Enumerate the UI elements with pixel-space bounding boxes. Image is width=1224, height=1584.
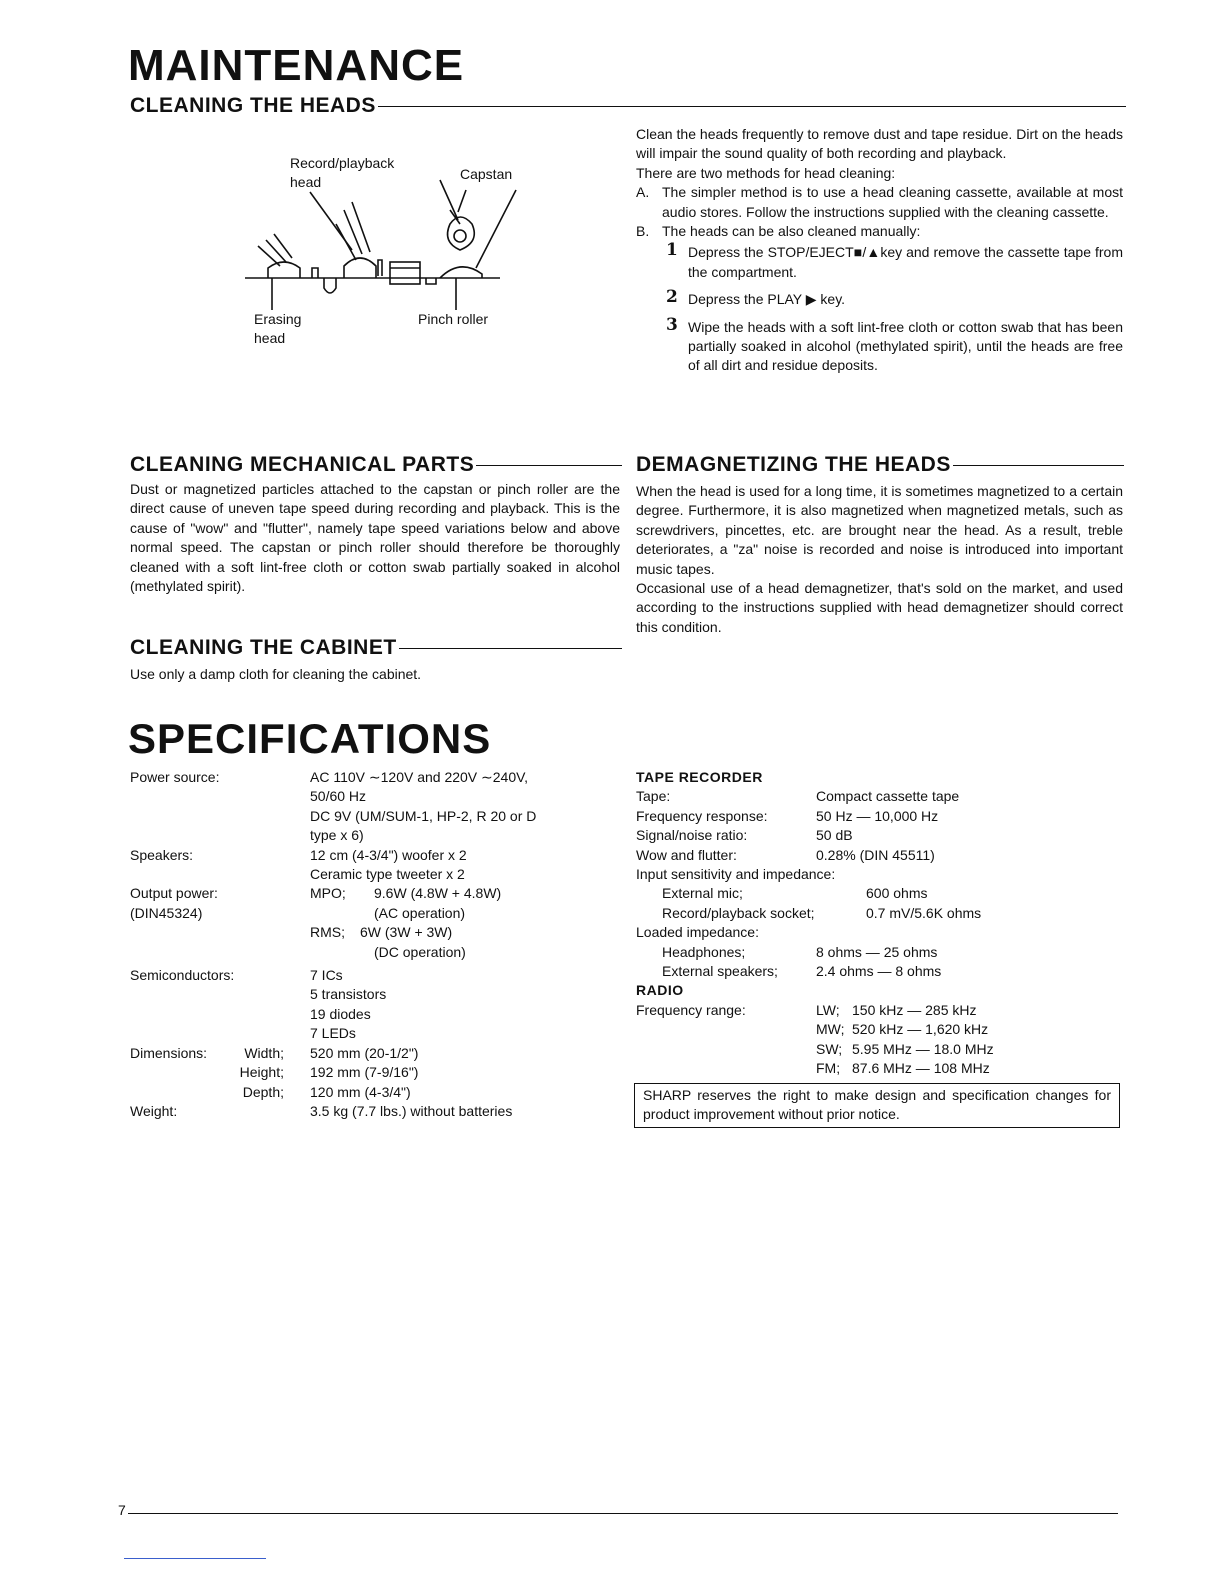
specs-left-column <box>130 768 610 1121</box>
heading-rule <box>378 106 1126 107</box>
spec-label: Wow and flutter: <box>636 846 737 863</box>
label-pinch-roller: Pinch roller <box>418 311 489 327</box>
spec-value: 50 dB <box>816 827 853 844</box>
spec-value: 0.28% (DIN 45511) <box>816 846 935 863</box>
spec-value: 600 ohms <box>866 885 928 902</box>
radio-band: LW; <box>816 1001 840 1018</box>
spec-mpo-label: MPO; <box>310 885 346 902</box>
spec-value <box>310 884 610 962</box>
step-3-number: 3 <box>666 314 678 335</box>
spec-record-socket <box>636 904 1123 923</box>
label-record-playback-head: Record/playback head <box>290 155 395 190</box>
mechanical-parts-text: Dust or magnetized particles attached to the capstan or pinch roller are the direct cause of uneven tape speed during recording and playback. This is the cause of "wow" and "flutter", namely tape speed variations below and above normal speed. The capstan or pinch roller should therefore be thoroughly cleaned with a soft lint-free cloth or cotton swab partially soaked in alcohol (methylated spirit). <box>130 481 620 595</box>
step-3 <box>636 314 1123 376</box>
head-diagram <box>240 150 550 350</box>
spec-wow-flutter <box>636 846 1123 865</box>
method-a-label: A. <box>636 184 650 201</box>
spec-value: Compact cassette tape <box>816 788 960 805</box>
sharp-notice-box: SHARP reserves the right to make design and specification changes for product improvement without prior notice. <box>634 1083 1120 1128</box>
spec-label: Headphones; <box>662 943 746 960</box>
spec-mpo-value: 9.6W (4.8W + 4.8W) <box>374 885 502 902</box>
maintenance-title: MAINTENANCE <box>128 41 465 90</box>
radio-heading: RADIO <box>636 982 684 999</box>
spec-rms-value: 6W (3W + 3W) <box>360 924 453 941</box>
spec-label: Record/playback socket; <box>662 904 815 921</box>
spec-mpo <box>310 884 610 903</box>
method-a-text: The simpler method is to use a head cleaning cassette, available at most audio stores. Follow the instructions supplied with the cleaning cassette. <box>662 184 1123 220</box>
demagnetizing-text-1: When the head is used for a long time, it is sometimes magnetized to a certain degree. Furthermore, it is also magnetized when magnetized metals, such as screwdrivers, pincettes, etc. are brought near the head. As a result, treble deteriorates, a "za" noise is recorded and noise is introduced into important music tapes. <box>636 483 1123 577</box>
label-erasing-head: Erasing head <box>254 311 302 346</box>
radio-band-row <box>816 1040 994 1059</box>
spec-height: 192 mm (7-9/16") <box>310 1064 419 1081</box>
spec-label: External mic; <box>662 885 743 902</box>
radio-band: MW; <box>816 1021 845 1038</box>
radio-range: 520 kHz — 1,620 kHz <box>852 1021 989 1038</box>
spec-dimensions-label: Dimensions: <box>130 1044 208 1061</box>
manual-cleaning-steps <box>636 240 1123 375</box>
tape-recorder-heading: TAPE RECORDER <box>636 769 763 785</box>
cleaning-methods-list <box>636 183 1123 241</box>
spec-width-label: Width; <box>244 1044 284 1061</box>
radio-band: FM; <box>816 1060 841 1077</box>
page-number: 7 <box>118 1502 126 1518</box>
spec-power-source <box>130 768 610 846</box>
radio-range: 5.95 MHz — 18.0 MHz <box>852 1040 994 1057</box>
spec-input-label: Input sensitivity and impedance: <box>636 866 836 883</box>
cleaning-methods-intro: There are two methods for head cleaning: <box>636 164 896 181</box>
demagnetizing-text <box>636 482 1123 637</box>
spec-semiconductors <box>130 966 610 1044</box>
heading-rule <box>476 465 622 466</box>
method-a <box>636 183 1123 222</box>
spec-line: Ceramic type tweeter x 2 <box>310 866 465 883</box>
spec-dimensions <box>130 1044 610 1102</box>
spec-line: AC 110V ∼120V and 220V ∼240V, <box>310 769 529 785</box>
spec-rms-label: RMS; <box>310 924 345 941</box>
spec-loaded-label: Loaded impedance: <box>636 924 759 941</box>
spec-line: type x 6) <box>310 827 364 844</box>
radio-band-row <box>816 1001 994 1020</box>
cleaning-heads-text <box>636 125 1123 384</box>
spec-value: 0.7 mV/5.6K ohms <box>866 904 982 921</box>
radio-range: 150 kHz — 285 kHz <box>852 1001 977 1018</box>
spec-label: Frequency range: <box>636 1001 746 1018</box>
radio-band-row <box>816 1020 994 1039</box>
footer-rule <box>128 1513 1118 1514</box>
heading-rule <box>953 465 1124 466</box>
spec-label: External speakers; <box>662 963 778 980</box>
demagnetizing-text-2: Occasional use of a head demagnetizer, that's sold on the market, and used according to the instructions supplied with head demagnetizer should correct this condition. <box>636 580 1123 635</box>
spec-label: Semiconductors: <box>130 967 235 984</box>
step-1-text: Depress the STOP/EJECT■/▲key and remove the cassette tape from the compartment. <box>688 244 1123 280</box>
specs-right-column <box>636 768 1123 1079</box>
spec-value: 8 ohms — 25 ohms <box>816 943 938 960</box>
radio-band: SW; <box>816 1040 843 1057</box>
spec-snr <box>636 826 1123 845</box>
spec-label: Weight: <box>130 1102 178 1119</box>
spec-dimension-names <box>230 1044 284 1102</box>
spec-label: Tape: <box>636 788 671 805</box>
spec-speakers <box>130 846 610 885</box>
spec-label <box>130 884 310 962</box>
method-b-label: B. <box>636 223 650 240</box>
spec-tape <box>636 787 1123 806</box>
spec-frequency-response <box>636 807 1123 826</box>
spec-value: 3.5 kg (7.7 lbs.) without batteries <box>310 1102 513 1119</box>
spec-label: Power source: <box>130 769 220 785</box>
spec-height-label: Height; <box>239 1064 284 1081</box>
spec-depth: 120 mm (4-3/4") <box>310 1083 411 1100</box>
step-1-number: 1 <box>666 240 678 261</box>
spec-line: 12 cm (4-3/4") woofer x 2 <box>310 846 467 863</box>
cabinet-text: Use only a damp cloth for cleaning the cabinet. <box>130 666 422 682</box>
spec-width: 520 mm (20-1/2") <box>310 1044 419 1061</box>
spec-value <box>816 1001 994 1079</box>
spec-depth-label: Depth; <box>242 1083 284 1100</box>
method-b-text: The heads can be also cleaned manually: <box>662 223 921 240</box>
specifications-title: SPECIFICATIONS <box>128 715 492 762</box>
step-1 <box>636 240 1123 282</box>
demagnetizing-heading-text: DEMAGNETIZING THE HEADS <box>636 453 951 476</box>
radio-band-row <box>816 1059 994 1078</box>
spec-label-line: (DIN45324) <box>130 904 203 921</box>
heading-rule <box>399 648 622 649</box>
spec-line: 5 transistors <box>310 986 387 1003</box>
spec-value <box>310 768 610 846</box>
bottom-blue-rule <box>124 1558 266 1559</box>
spec-line: 50/60 Hz <box>310 788 367 805</box>
spec-line: DC 9V (UM/SUM-1, HP-2, R 20 or D <box>310 807 537 824</box>
spec-value <box>310 966 610 1044</box>
spec-value <box>310 1044 610 1102</box>
mechanical-parts-heading-text: CLEANING MECHANICAL PARTS <box>130 453 475 476</box>
cleaning-heads-heading-text: CLEANING THE HEADS <box>130 94 376 117</box>
spec-line: 7 LEDs <box>310 1025 356 1042</box>
cabinet-heading <box>130 636 622 660</box>
spec-label: Signal/noise ratio: <box>636 827 748 844</box>
spec-value: 2.4 ohms — 8 ohms <box>816 963 942 980</box>
spec-radio-frequency <box>636 1001 1123 1079</box>
cleaning-heads-intro: Clean the heads frequently to remove dust and tape residue. Dirt on the heads will impair the sound quality of both recording and playback. <box>636 126 1123 162</box>
spec-external-mic <box>636 884 1123 903</box>
step-2 <box>636 287 1123 309</box>
spec-rms-note: (DC operation) <box>374 943 466 960</box>
cleaning-heads-heading <box>130 94 1126 118</box>
spec-value: 50 Hz — 10,000 Hz <box>816 807 939 824</box>
spec-line: 7 ICs <box>310 967 343 984</box>
spec-line: 19 diodes <box>310 1005 371 1022</box>
step-2-text: Depress the PLAY ▶ key. <box>688 291 846 308</box>
mechanical-parts-heading <box>130 453 622 477</box>
method-b <box>636 222 1123 241</box>
spec-value <box>310 846 610 885</box>
cabinet-heading-text: CLEANING THE CABINET <box>130 636 397 659</box>
radio-range: 87.6 MHz — 108 MHz <box>852 1060 990 1077</box>
spec-external-speakers <box>636 962 1123 981</box>
spec-mpo-note: (AC operation) <box>374 904 466 921</box>
step-3-text: Wipe the heads with a soft lint-free cloth or cotton swab that has been partially soaked in alcohol (methylated spirit), until the heads are free of all dirt and residue deposits. <box>688 318 1123 374</box>
step-2-number: 2 <box>666 287 678 308</box>
spec-weight <box>130 1102 610 1121</box>
demagnetizing-heading <box>636 453 1124 477</box>
spec-label <box>130 1044 310 1102</box>
spec-label-line: Output power: <box>130 885 218 902</box>
spec-headphones <box>636 943 1123 962</box>
spec-label: Frequency response: <box>636 807 768 824</box>
spec-output-power <box>130 884 610 962</box>
spec-label: Speakers: <box>130 846 194 863</box>
label-capstan: Capstan <box>460 166 513 182</box>
spec-rms <box>310 923 610 942</box>
